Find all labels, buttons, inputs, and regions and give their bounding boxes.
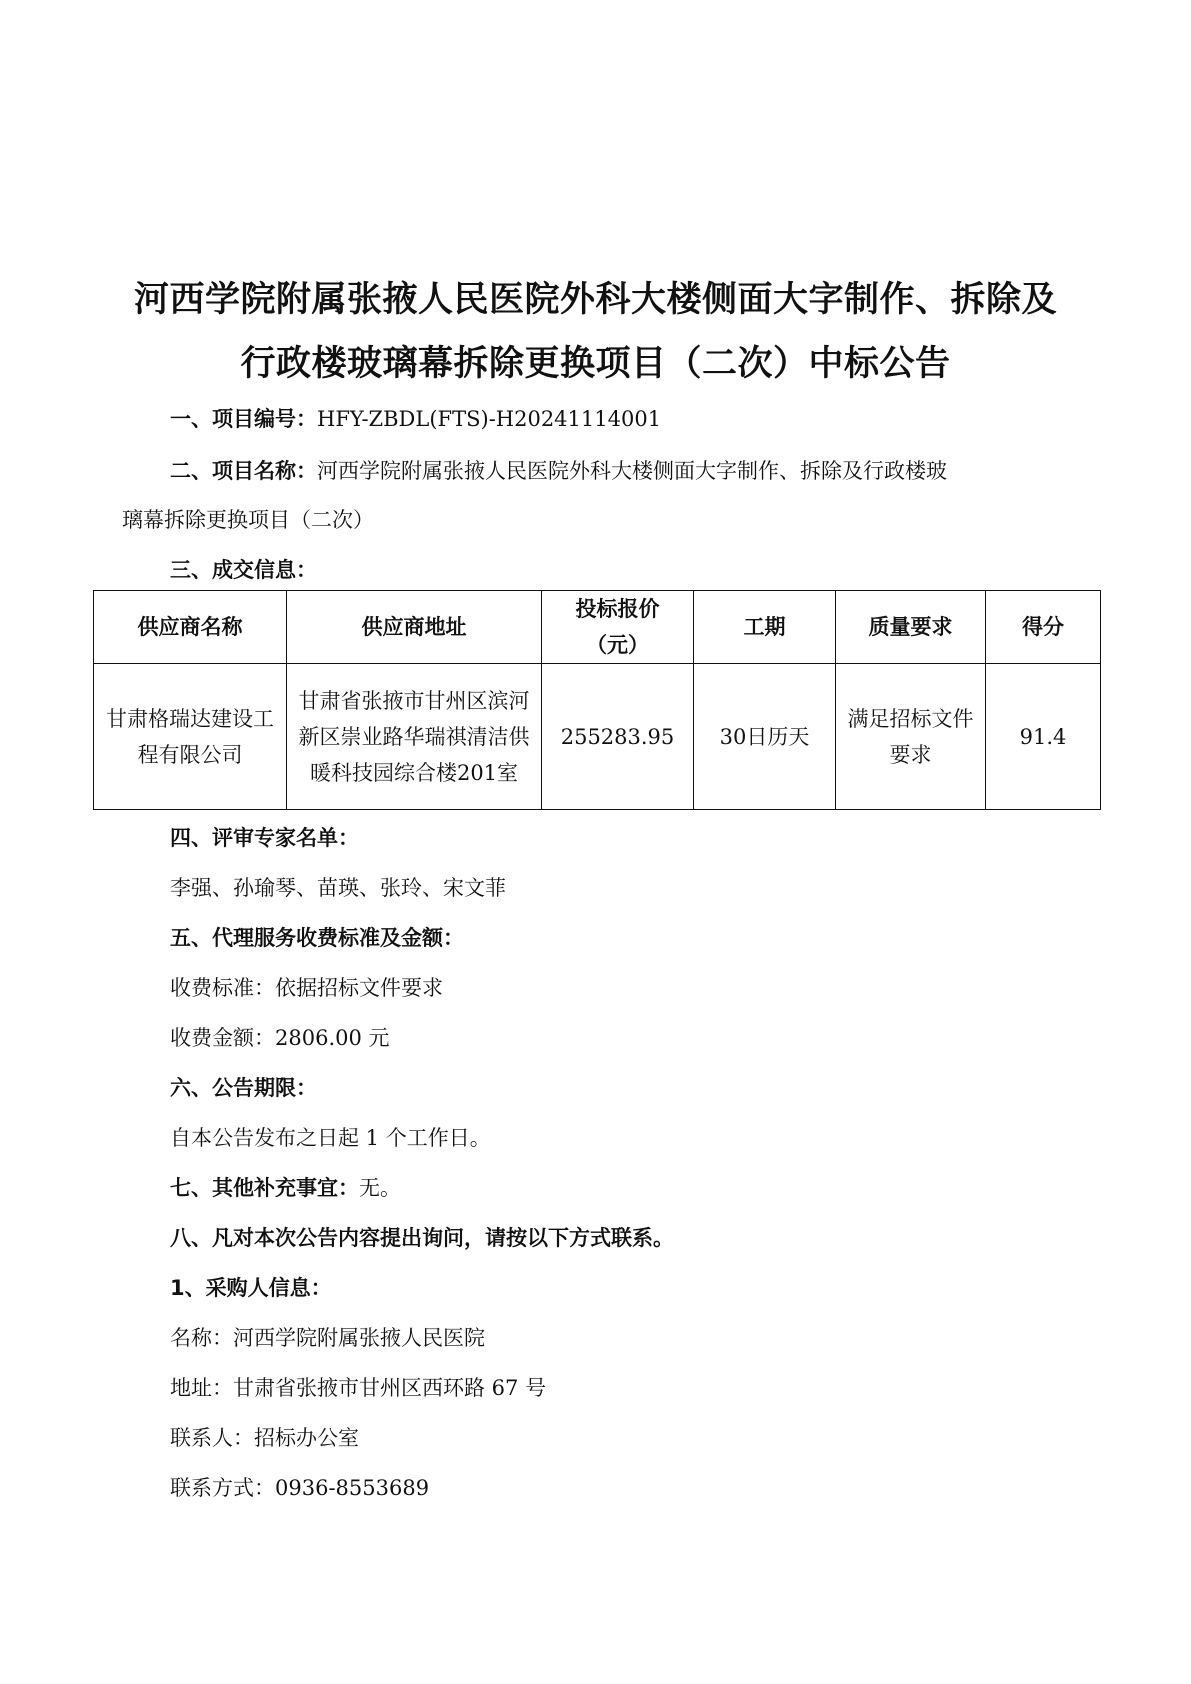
- cell-period: 30日历天: [694, 664, 836, 810]
- project-name-value-1: 河西学院附属张掖人民医院外科大楼侧面大字制作、拆除及行政楼玻: [317, 459, 947, 483]
- fee-amount: 收费金额：2806.00 元: [170, 1026, 390, 1050]
- other-matters-label: 七、其他补充事宜：: [170, 1176, 359, 1200]
- experts-list: 李强、孙瑜琴、苗瑛、张玲、宋文菲: [170, 876, 506, 900]
- page-title-line2: 行政楼玻璃幕拆除更换项目（二次）中标公告: [240, 344, 951, 384]
- project-number-label: 一、项目编号：: [170, 407, 317, 431]
- inquiry-heading: 八、凡对本次公告内容提出询问，请按以下方式联系。: [170, 1226, 674, 1250]
- purchaser-contact: 联系人：招标办公室: [170, 1426, 359, 1450]
- page-title-line1: 河西学院附属张掖人民医院外科大楼侧面大字制作、拆除及: [133, 280, 1057, 320]
- cell-supplier-address: 甘肃省张掖市甘州区滨河新区崇业路华瑞祺清洁供暖科技园综合楼201室: [287, 664, 542, 810]
- header-score: 得分: [986, 591, 1101, 664]
- purchaser-phone: 联系方式：0936-8553689: [170, 1476, 430, 1500]
- other-matters-line: [170, 1173, 401, 1203]
- notice-period-value: 自本公告发布之日起 1 个工作日。: [170, 1126, 491, 1150]
- header-bid-price: 投标报价（元）: [542, 591, 694, 664]
- header-quality: 质量要求: [836, 591, 986, 664]
- cell-supplier-name: 甘肃格瑞达建设工程有限公司: [94, 664, 287, 810]
- header-period: 工期: [694, 591, 836, 664]
- purchaser-name: 名称：河西学院附属张掖人民医院: [170, 1326, 485, 1350]
- notice-period-heading: 六、公告期限：: [170, 1076, 317, 1100]
- project-number-line: [170, 404, 661, 434]
- purchaser-address: 地址：甘肃省张掖市甘州区西环路 67 号: [170, 1376, 547, 1400]
- header-supplier-address: 供应商地址: [287, 591, 542, 664]
- header-supplier-name: 供应商名称: [94, 591, 287, 664]
- table-header-row: [94, 591, 1101, 664]
- project-name-label: 二、项目名称：: [170, 459, 317, 483]
- experts-heading: 四、评审专家名单：: [170, 826, 359, 850]
- agency-fee-heading: 五、代理服务收费标准及金额：: [170, 926, 464, 950]
- fee-standard: 收费标准：依据招标文件要求: [170, 976, 443, 1000]
- project-name-line: [170, 456, 947, 486]
- cell-bid-price: 255283.95: [542, 664, 694, 810]
- deal-info-heading: 三、成交信息：: [170, 558, 317, 582]
- other-matters-value: 无。: [359, 1176, 401, 1200]
- deal-info-table: [93, 590, 1101, 810]
- cell-score: 91.4: [986, 664, 1101, 810]
- cell-quality: 满足招标文件要求: [836, 664, 986, 810]
- table-row: [94, 664, 1101, 810]
- project-number-value: HFY-ZBDL(FTS)-H20241114001: [317, 407, 662, 431]
- purchaser-heading: 1、采购人信息：: [170, 1276, 332, 1300]
- project-name-continuation: 璃幕拆除更换项目（二次）: [122, 508, 374, 532]
